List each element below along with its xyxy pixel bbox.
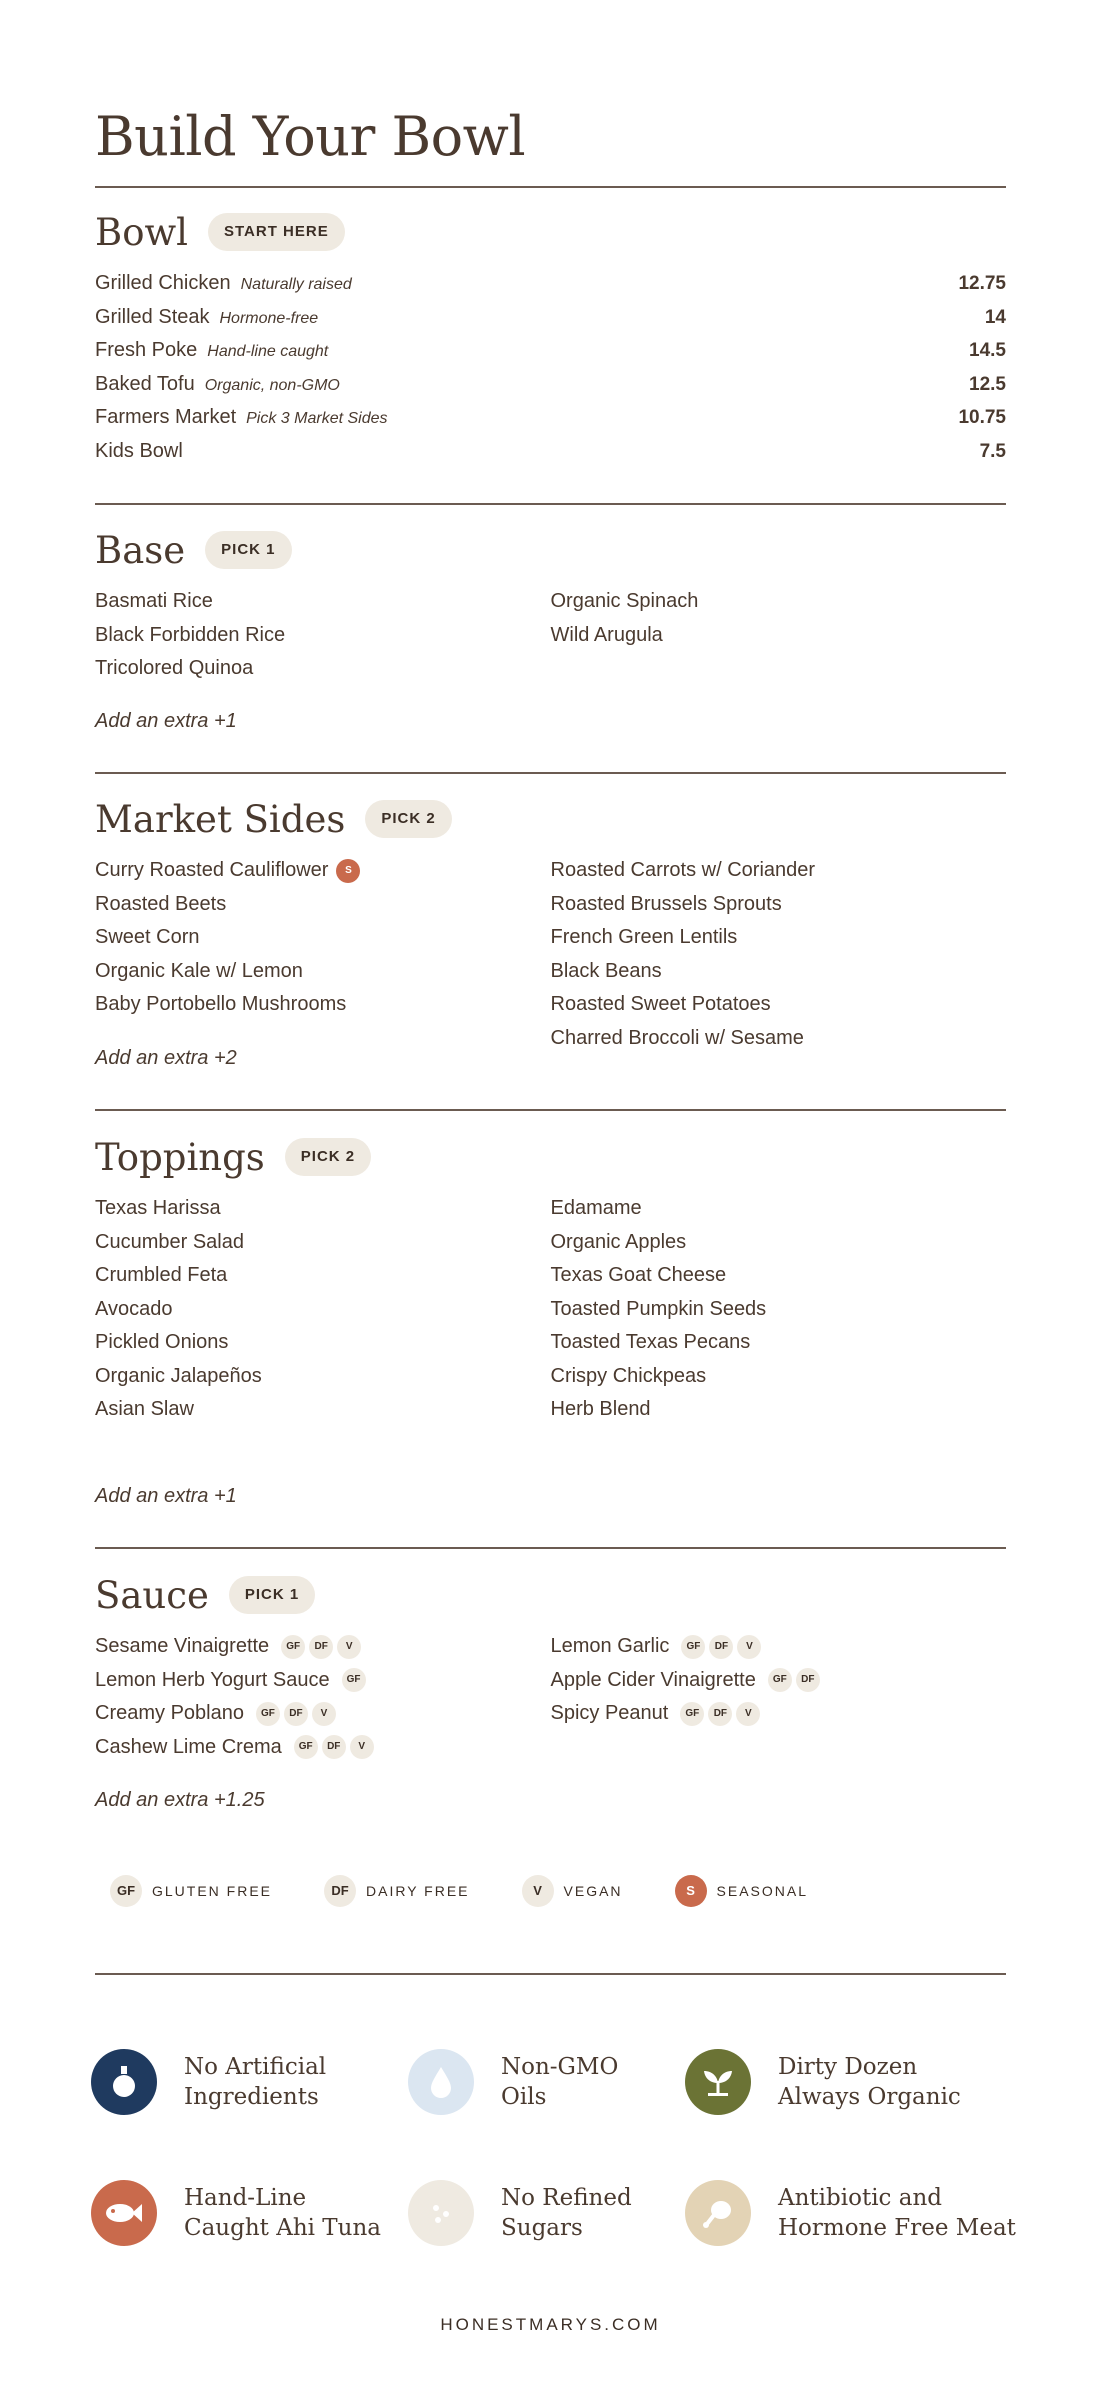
legend-badge: GF (110, 1875, 142, 1907)
extra-note: Add an extra +1 (95, 710, 237, 732)
legend-badge: DF (324, 1875, 356, 1907)
feature-line: Oils (501, 2084, 547, 2110)
legend-label: VEGAN (563, 1883, 623, 1899)
feature-line: Caught Ahi Tuna (184, 2215, 381, 2241)
market-left-column (95, 854, 551, 1055)
diet-tag-gf: GF (680, 1702, 704, 1726)
list-item: Roasted Beets (95, 892, 227, 915)
diet-tag-gf: GF (681, 1635, 705, 1659)
list-item: French Green Lentils (550, 926, 738, 948)
bowl-option-price: 12.75 (958, 273, 1006, 294)
extra-note: Add an extra +1.25 (95, 1789, 265, 1811)
sprout-icon (685, 2049, 751, 2115)
diet-tag-v: V (737, 1635, 761, 1659)
sauce-name: Apple Cider Vinaigrette (550, 1668, 756, 1691)
diet-tags (277, 1635, 361, 1657)
bowl-option-row (95, 435, 1006, 469)
bowl-option-row (95, 267, 1006, 301)
feature-line: Hormone Free Meat (778, 2215, 1016, 2241)
sauce-section (95, 1573, 1006, 1811)
dietary-legend (110, 1875, 860, 1907)
bowl-option-price: 14.5 (969, 340, 1006, 361)
legend-item (522, 1875, 623, 1907)
list-item: Roasted Sweet Potatoes (550, 993, 771, 1015)
list-item: Organic Spinach (550, 590, 699, 612)
section-title: Base (95, 528, 186, 572)
divider (95, 186, 1006, 188)
bowl-option-row (95, 301, 1006, 335)
oil-drop-icon (408, 2049, 474, 2115)
bowl-section (95, 210, 1006, 468)
diet-tag-df: DF (284, 1702, 308, 1726)
bowl-option-name: Farmers Market (95, 406, 237, 428)
diet-tag-gf: GF (281, 1635, 305, 1659)
list-item: Basmati Rice (95, 590, 213, 612)
section-title: Market Sides (95, 797, 346, 841)
bowl-option-name: Grilled Chicken (95, 272, 231, 294)
list-item: Wild Arugula (550, 623, 663, 646)
toppings-left-column (95, 1192, 551, 1427)
diet-tag-v: V (350, 1735, 374, 1759)
sugar-icon (408, 2180, 474, 2246)
feature-no-artificial (91, 2049, 326, 2115)
list-item: Black Forbidden Rice (95, 623, 286, 646)
feature-line: Always Organic (778, 2084, 961, 2110)
seasonal-badge: S (336, 859, 360, 883)
list-item (551, 1630, 1007, 1664)
bowl-option-note: Pick 3 Market Sides (246, 410, 388, 427)
bowl-option-note: Organic, non-GMO (204, 376, 340, 394)
website-footer[interactable]: HONESTMARYS.COM (440, 2315, 661, 2334)
list-item: Organic Jalapeños (95, 1364, 262, 1387)
list-item: Organic Apples (550, 1230, 687, 1253)
toppings-section (95, 1135, 1006, 1507)
list-item: Herb Blend (550, 1398, 651, 1420)
diet-tags (252, 1702, 336, 1724)
sauce-left-column (95, 1630, 551, 1764)
list-item: Toasted Texas Pecans (550, 1331, 751, 1353)
divider (95, 772, 1006, 774)
diet-tags (290, 1736, 374, 1758)
legend-label: GLUTEN FREE (152, 1883, 273, 1899)
list-item: Black Beans (550, 959, 662, 982)
section-title: Toppings (95, 1135, 265, 1179)
list-item: Tricolored Quinoa (95, 657, 254, 679)
bowl-option-row (95, 334, 1006, 368)
legend-badge: S (675, 1875, 707, 1907)
list-item: Texas Goat Cheese (550, 1264, 727, 1286)
pick-pill: PICK 2 (285, 1138, 371, 1176)
divider (95, 1109, 1006, 1111)
diet-tag-v: V (312, 1702, 336, 1726)
diet-tag-df: DF (709, 1635, 733, 1659)
bowl-option-row (95, 368, 1006, 402)
list-item (95, 1664, 551, 1698)
feature-line: Sugars (501, 2215, 583, 2241)
feature-line: No Refined (501, 2185, 632, 2211)
diet-tags (764, 1669, 820, 1691)
feature-antibiotic-free (685, 2180, 1016, 2246)
sauce-name: Cashew Lime Crema (95, 1735, 282, 1758)
list-item (95, 1630, 551, 1664)
diet-tags (677, 1635, 761, 1657)
list-item: Texas Harissa (95, 1197, 221, 1219)
feature-non-gmo (408, 2049, 618, 2115)
bowl-option-row (95, 401, 1006, 435)
fish-icon (91, 2180, 157, 2246)
sauce-right-column (551, 1630, 1007, 1764)
feature-dirty-dozen (685, 2049, 961, 2115)
feature-line: Antibiotic and (778, 2185, 942, 2211)
list-item: Charred Broccoli w/ Sesame (550, 1026, 804, 1049)
sauce-name: Lemon Herb Yogurt Sauce (95, 1668, 330, 1691)
page-title: Build Your Bowl (95, 105, 526, 168)
divider (95, 503, 1006, 505)
diet-tag-gf: GF (342, 1668, 366, 1692)
sauce-name: Spicy Peanut (550, 1702, 669, 1724)
diet-tags (338, 1669, 366, 1691)
bowl-option-note: Hand-line caught (207, 343, 329, 360)
legend-badge: V (522, 1875, 554, 1907)
chicken-leg-icon (685, 2180, 751, 2246)
pick-pill: PICK 1 (205, 531, 291, 569)
list-item (95, 1731, 551, 1765)
legend-label: SEASONAL (716, 1883, 809, 1899)
bowl-option-price: 7.5 (979, 440, 1006, 462)
diet-tag-df: DF (708, 1702, 732, 1726)
diet-tag-v: V (337, 1635, 361, 1659)
list-item (551, 1664, 1007, 1698)
diet-tag-df: DF (796, 1668, 820, 1692)
base-left-column (95, 585, 551, 686)
bowl-option-name: Baked Tofu (95, 372, 195, 395)
market-right-column (551, 854, 1007, 1055)
bowl-option-price: 12.5 (969, 373, 1006, 395)
list-item (551, 1697, 1007, 1731)
feature-no-refined-sugars (408, 2180, 632, 2246)
bowl-option-price: 14 (984, 306, 1006, 328)
divider (95, 1973, 1006, 1975)
diet-tags (676, 1702, 760, 1724)
list-item (95, 1697, 551, 1731)
section-title: Bowl (95, 210, 188, 254)
list-item: Sweet Corn (95, 926, 200, 948)
sauce-name: Creamy Poblano (95, 1702, 244, 1724)
base-section (95, 528, 1006, 732)
market-sides-section (95, 797, 1006, 1069)
diet-tag-v: V (736, 1702, 760, 1726)
divider (95, 1547, 1006, 1549)
list-item: Roasted Brussels Sprouts (550, 892, 782, 915)
feature-ahi-tuna (91, 2180, 381, 2246)
list-item: Avocado (95, 1297, 173, 1320)
bowl-option-note: Naturally raised (240, 276, 352, 293)
feature-line: Non-GMO (501, 2054, 619, 2080)
bowl-list (95, 267, 1006, 468)
bowl-option-name: Kids Bowl (95, 439, 183, 462)
list-item: Roasted Carrots w/ Coriander (550, 859, 816, 881)
feature-line: Ingredients (184, 2084, 319, 2110)
sauce-name: Lemon Garlic (550, 1635, 670, 1657)
legend-item (110, 1875, 272, 1907)
legend-item (324, 1875, 470, 1907)
section-title: Sauce (95, 1573, 209, 1617)
bowl-option-note: Hormone-free (219, 309, 319, 327)
diet-tag-gf: GF (256, 1702, 280, 1726)
list-item: Organic Kale w/ Lemon (95, 959, 303, 982)
diet-tag-df: DF (322, 1735, 346, 1759)
list-item: Crispy Chickpeas (550, 1364, 707, 1387)
bottle-icon (91, 2049, 157, 2115)
legend-item (675, 1875, 808, 1907)
bowl-option-name: Fresh Poke (95, 339, 198, 361)
list-item: Toasted Pumpkin Seeds (550, 1297, 767, 1320)
feature-line: No Artificial (184, 2054, 327, 2080)
diet-tag-gf: GF (768, 1668, 792, 1692)
extra-note: Add an extra +2 (95, 1047, 237, 1069)
diet-tag-gf: GF (294, 1735, 318, 1759)
diet-tag-df: DF (309, 1635, 333, 1659)
base-right-column (551, 585, 1007, 686)
list-item: Asian Slaw (95, 1398, 194, 1420)
pick-pill: PICK 1 (229, 1576, 315, 1614)
feature-line: Hand-Line (184, 2185, 307, 2211)
pick-pill: PICK 2 (365, 800, 451, 838)
list-item: Cucumber Salad (95, 1230, 244, 1253)
list-item: Curry Roasted Cauliflower S (95, 854, 551, 888)
bowl-option-name: Grilled Steak (95, 305, 210, 328)
start-here-pill: START HERE (208, 213, 345, 251)
feature-line: Dirty Dozen (778, 2054, 918, 2080)
legend-label: DAIRY FREE (366, 1883, 470, 1899)
bowl-option-price: 10.75 (958, 407, 1006, 428)
list-item: Pickled Onions (95, 1331, 229, 1353)
toppings-right-column (551, 1192, 1007, 1427)
extra-note: Add an extra +1 (95, 1485, 237, 1507)
sauce-name: Sesame Vinaigrette (95, 1635, 270, 1657)
list-item: Baby Portobello Mushrooms (95, 993, 347, 1015)
list-item: Edamame (550, 1197, 642, 1219)
list-item: Crumbled Feta (95, 1264, 228, 1286)
